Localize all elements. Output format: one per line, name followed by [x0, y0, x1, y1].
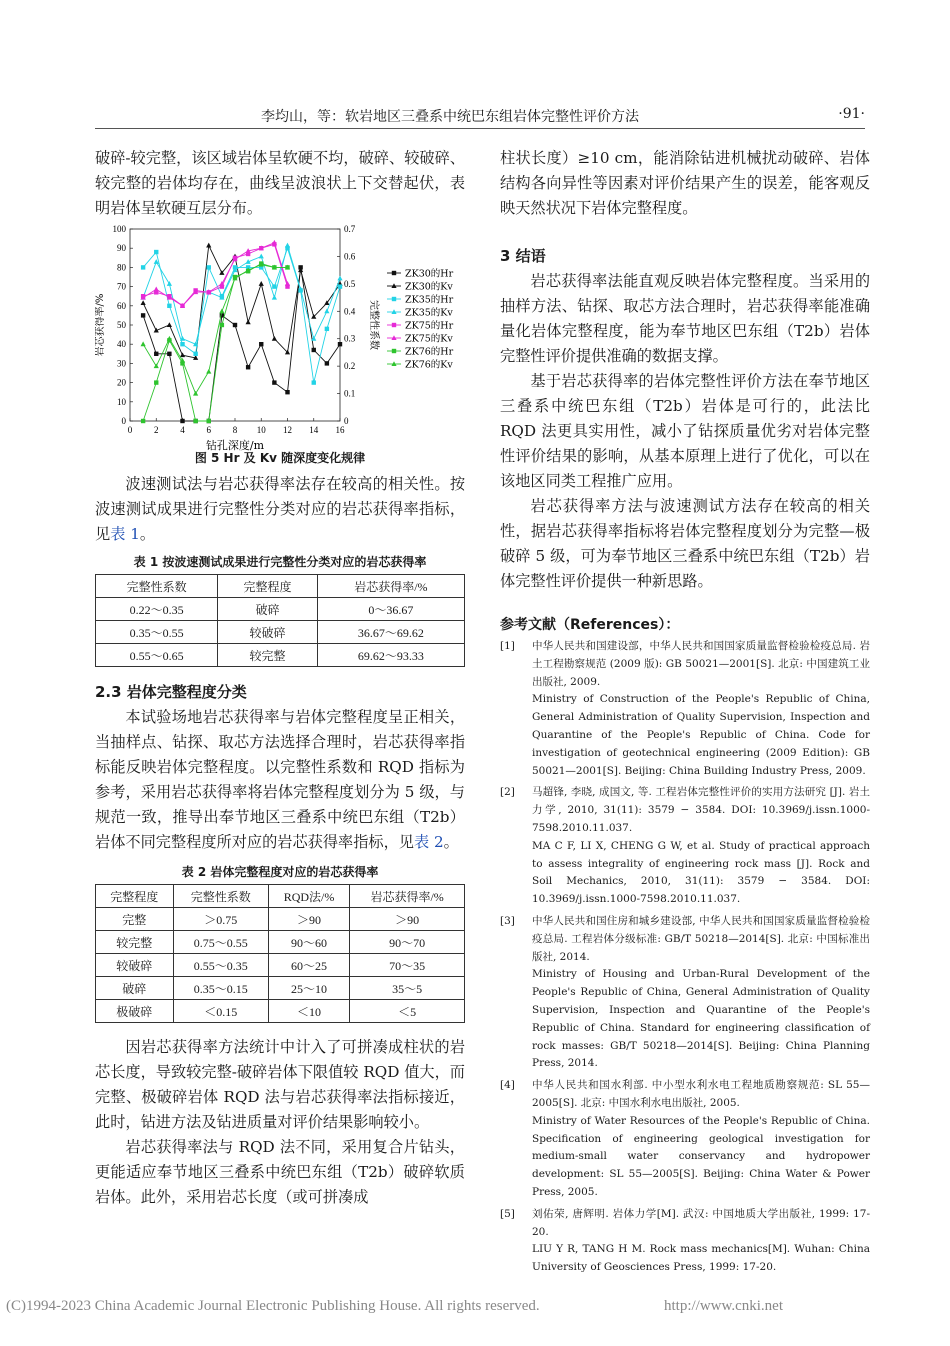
reference-number: [2]: [500, 786, 515, 799]
paragraph: 因岩芯获得率方法统计中计入了可拼凑成柱状的岩芯长度，导致较完整-破碎岩体下限值较 RQD 值大，而完整、极破碎岩体 RQD 法与岩芯获得率法指标接近，此时，钻进方法及钻进质量对评价结果影响较小。: [95, 1038, 465, 1131]
column-header: 完整程度: [218, 575, 318, 598]
legend-label: ZK30的Hr: [405, 268, 454, 280]
reference-english: LIU Y R, TANG H M. Rock mass mechanics[M]. Wuhan: China University of Geosciences Press, 1999: 17-20.: [532, 1243, 870, 1274]
reference-item: [500, 1206, 870, 1277]
page-number: ·91·: [838, 106, 865, 122]
legend-label: ZK75的Hr: [405, 320, 454, 332]
legend-marker: [392, 323, 396, 327]
y-right-tick-label: 0.1: [344, 388, 356, 399]
data-point: [246, 365, 250, 369]
data-point: [337, 276, 342, 281]
table-cell: ＜10: [268, 1000, 350, 1023]
data-point: [180, 419, 184, 423]
data-point: [207, 265, 211, 269]
data-point: [154, 352, 158, 356]
paragraph-text: 波速测试法与岩芯获得率法存在较高的相关性。按波速测试成果进行完整性分类对应的岩芯获得率指标，见: [95, 475, 465, 543]
table-cell: 0.55～0.65: [96, 644, 218, 667]
y-right-tick-label: 0: [344, 416, 349, 426]
data-point: [180, 352, 185, 357]
section-heading: 3 结语: [500, 247, 546, 265]
table-cell: 破碎: [218, 598, 318, 621]
table-cell: 0～36.67: [317, 598, 464, 621]
table-row: [96, 644, 465, 667]
section-heading: 2.3 岩体完整程度分类: [95, 683, 247, 701]
table-cell: 90～70: [350, 931, 465, 954]
column-header: 岩芯获得率/%: [317, 575, 464, 598]
paragraph: [95, 705, 465, 855]
copyright-notice: (C)1994-2023 China Academic Journal Electronic Publishing House. All rights reserved.: [6, 1298, 540, 1314]
legend-marker: [392, 349, 396, 353]
reference-item: [500, 913, 870, 1073]
data-point: [338, 342, 342, 346]
data-point: [272, 380, 276, 384]
data-point: [272, 284, 276, 288]
data-point: [141, 341, 146, 346]
table-2: [95, 884, 465, 1023]
chart-svg: [95, 221, 465, 453]
x-tick-label: 12: [283, 425, 292, 435]
reference-chinese: 中华人民共和国建设部，中华人民共和国国家质量监督检验检疫总局. 岩土工程勘察规范 (2009 版): GB 50021—2001[S]. 北京: 中国建筑工业出版社, 2009.: [532, 640, 870, 688]
y-left-tick-label: 80: [117, 262, 126, 273]
table-cell: 破碎: [96, 977, 174, 1000]
paragraph: 岩芯获得率法能直观反映岩体完整程度。当采用的抽样方法、钻探、取芯方法合理时，岩芯获得率能准确量化岩体完整程度，能为奉节地区巴东组（T2b）岩体完整性评价提供准确的数据支撑。: [500, 272, 870, 365]
table-cell: 0.35～0.15: [173, 977, 268, 1000]
table-1: [95, 574, 465, 667]
y-left-tick-label: 70: [117, 281, 126, 292]
paragraph: 柱状长度）≥10 cm，能消除钻进机械扰动破碎、岩体结构各向异性等因素对评价结果产生的误差，能客观反映天然状况下岩体完整程度。: [500, 149, 870, 217]
paragraph-text: 。: [443, 833, 459, 851]
y-left-tick-label: 100: [112, 224, 126, 234]
figure-caption: 图 5 Hr 及 Kv 随深度变化规律: [194, 451, 366, 465]
data-point: [259, 281, 264, 286]
column-header: RQD法/%: [268, 885, 350, 908]
legend-label: ZK30的Kv: [405, 281, 453, 293]
data-point: [312, 348, 316, 352]
legend-marker: [392, 271, 396, 275]
paragraph: 岩芯获得率方法与波速测试方法存在较高的相关性，据岩芯获得率指标将岩体完整程度划分为完整—极破碎 5 级，可为奉节地区三叠系中统巴东组（T2b）岩体完整性评价提供一种新思路。: [500, 497, 870, 590]
header-title: 李均山，等：软岩地区三叠系中统巴东组岩体完整性评价方法: [261, 109, 639, 125]
y-right-tick-label: 0.5: [344, 278, 356, 289]
data-point: [312, 380, 316, 384]
data-point: [233, 323, 237, 327]
table-cell: ＜0.15: [173, 1000, 268, 1023]
table-2-link[interactable]: 表 2: [413, 833, 444, 851]
series-line: [143, 244, 287, 305]
data-point: [154, 287, 159, 292]
data-point: [167, 304, 171, 308]
table-row: [96, 621, 465, 644]
reference-english: Ministry of Water Resources of the People's Republic of China. Specification of engineering geological investigation for medium-small water conservancy and hydropower development: SL 55—2005[S]. Beijing: China Water & Power Press, 2005.: [532, 1114, 870, 1198]
y-left-tick-label: 10: [117, 396, 126, 407]
data-point: [141, 313, 145, 317]
data-point: [259, 342, 263, 346]
table-cell: 较破碎: [218, 621, 318, 644]
y-right-tick-label: 0.6: [344, 251, 356, 262]
reference-item: [500, 784, 870, 909]
data-point: [154, 363, 159, 368]
table-row: [96, 977, 465, 1000]
reference-item: [500, 638, 870, 780]
references-heading: 参考文献（References）：: [500, 617, 680, 633]
x-tick-label: 6: [206, 425, 211, 435]
reference-number: [3]: [500, 914, 515, 927]
table-cell: 0.35～0.55: [96, 621, 218, 644]
data-point: [220, 323, 224, 327]
x-tick-label: 16: [335, 425, 345, 435]
y-right-tick-label: 0.2: [344, 361, 356, 372]
y-left-axis-label: 岩芯获得率/%: [95, 293, 106, 357]
data-point: [154, 380, 158, 384]
table-1-link[interactable]: 表 1: [110, 525, 140, 543]
y-left-tick-label: 0: [121, 416, 126, 426]
data-point: [285, 243, 290, 248]
table-cell: ＞90: [350, 908, 465, 931]
data-point: [141, 265, 145, 269]
y-right-tick-label: 0.3: [344, 333, 356, 344]
running-header: [95, 104, 865, 129]
y-right-tick-label: 0.4: [344, 306, 356, 317]
data-point: [338, 284, 342, 288]
table-cell: 90～60: [268, 931, 350, 954]
reference-chinese: 马超锋, 李晓, 成国文, 等. 工程岩体完整性评价的实用方法研究 [J]. 岩土力学, 2010, 31(11): 3579 − 3584. DOI: 10.3969/j.issn.1000-7598.2010.11.037.: [532, 786, 870, 834]
table-cell: 0.75～0.55: [173, 931, 268, 954]
data-point: [167, 352, 171, 356]
data-point: [259, 254, 264, 259]
y-left-tick-label: 20: [117, 377, 126, 388]
left-column: [95, 146, 465, 1210]
column-header: 完整程度: [96, 885, 174, 908]
data-point: [180, 342, 184, 346]
y-left-tick-label: 30: [117, 358, 126, 369]
reference-number: [1]: [500, 640, 515, 652]
data-point: [141, 419, 145, 423]
table-cell: 0.22～0.35: [96, 598, 218, 621]
table-cell: 60～25: [268, 954, 350, 977]
table-row: [96, 908, 465, 931]
table-cell: 较破碎: [96, 954, 174, 977]
paragraph: 岩芯获得率法与 RQD 法不同，采用复合片钻头，更能适应奉节地区三叠系中统巴东组（T2b）破碎软质岩体。此外，采用岩芯长度（或可拼凑成: [95, 1138, 465, 1206]
data-point: [325, 361, 329, 365]
paragraph-text: 本试验场地岩芯获得率与岩体完整程度呈正相关，当抽样点、钻探、取芯方法选择合理时，岩芯获得率指标能反映岩体完整程度。以完整性系数和 RQD 指标为参考，采用岩芯获得率将岩体完整程度划分为 5 级，与规范一致，推导出奉节地区三叠系中统巴东组（T2b）岩体不同完整程度所对应的岩芯获得率指标，见: [95, 708, 465, 851]
column-header: 岩芯获得率/%: [350, 885, 465, 908]
data-point: [141, 300, 146, 305]
legend-label: ZK76的Kv: [405, 359, 453, 371]
legend-label: ZK35的Kv: [405, 307, 453, 319]
table-row: [96, 1000, 465, 1023]
data-point: [324, 308, 329, 313]
series-line: [143, 248, 340, 382]
data-point: [207, 419, 211, 423]
table-cell: ＞90: [268, 908, 350, 931]
table-cell: 69.62～93.33: [317, 644, 464, 667]
reference-number: [5]: [500, 1207, 515, 1220]
series-line: [143, 245, 340, 357]
table-cell: 较完整: [96, 931, 174, 954]
table-row: [96, 954, 465, 977]
x-tick-label: 4: [180, 425, 185, 435]
data-point: [272, 295, 277, 300]
data-point: [193, 419, 197, 423]
x-tick-label: 2: [154, 425, 159, 435]
legend-label: ZK76的Hr: [405, 346, 454, 358]
data-point: [285, 390, 289, 394]
data-point: [325, 327, 329, 331]
y-left-tick-label: 60: [117, 300, 126, 311]
data-point: [193, 352, 197, 356]
table-cell: 0.55～0.35: [173, 954, 268, 977]
y-right-tick-label: 0.7: [344, 224, 356, 234]
table-cell: 完整: [96, 908, 174, 931]
reference-chinese: 刘佑荣, 唐辉明. 岩体力学[M]. 武汉: 中国地质大学出版社, 1999: 17-20.: [532, 1207, 870, 1238]
table-row: [96, 931, 465, 954]
table-header-row: [96, 885, 465, 908]
table-cell: 25～10: [268, 977, 350, 1000]
data-point: [272, 336, 277, 341]
data-point: [246, 319, 251, 324]
reference-english: MA C F, LI X, CHENG G W, et al. Study of practical approach to assess integrality of engineering rock mass [J]. Rock and Soil Mechanics, 2010, 31(11): 3579 − 3584. DOI: 10.3969/j.issn.1000-7598.2010.11.037.: [532, 839, 870, 906]
paragraph-text: 。: [139, 525, 156, 543]
figure-5: [95, 221, 465, 453]
table-cell: 70～35: [350, 954, 465, 977]
x-tick-label: 10: [256, 425, 266, 435]
reference-list: [500, 638, 870, 1277]
reference-chinese: 中华人民共和国住房和城乡建设部, 中华人民共和国国家质量监督检验检疫总局. 工程岩体分级标准: GB/T 50218—2014[S]. 北京: 中国标准出版社, 2014.: [532, 914, 870, 963]
table-cell: 极破碎: [96, 1000, 174, 1023]
x-axis-label: 钻孔深度/m: [205, 439, 265, 452]
table-cell: 较完整: [218, 644, 318, 667]
legend-marker: [392, 297, 396, 301]
x-tick-label: 8: [232, 425, 238, 435]
table-2-caption: 表 2 岩体完整程度对应的岩芯获得率: [181, 865, 379, 879]
table-cell: 36.67～69.62: [317, 621, 464, 644]
x-tick-label: 0: [127, 425, 133, 435]
reference-item: [500, 1077, 870, 1202]
paragraph: 破碎-较完整，该区域岩体呈软硬不均，破碎、较破碎、较完整的岩体均存在，曲线呈波浪状上下交替起伏，表明岩体呈软硬互层分布。: [95, 149, 465, 217]
y-left-tick-label: 90: [117, 243, 126, 254]
y-left-tick-label: 40: [117, 339, 126, 350]
x-tick-label: 14: [309, 425, 319, 435]
data-point: [219, 308, 224, 313]
data-point: [167, 322, 172, 327]
paragraph: 基于岩芯获得率的岩体完整性评价方法在奉节地区三叠系中统巴东组（T2b）岩体是可行的，此法比 RQD 法更具实用性，减小了钻探质量优劣对岩体完整性评价结果的影响，从基本原理上进行了优化，可以在该地区同类工程推广应用。: [500, 372, 870, 490]
column-header: 完整性系数: [173, 885, 268, 908]
table-cell: ＜5: [350, 1000, 465, 1023]
reference-chinese: 中华人民共和国水利部. 中小型水利水电工程地质勘察规范: SL 55—2005[S]. 北京: 中国水利水电出版社, 2005.: [532, 1079, 870, 1109]
footer-url[interactable]: http://www.cnki.net: [664, 1298, 784, 1314]
table-1-caption: 表 1 按波速测试成果进行完整性分类对应的岩芯获得率: [133, 555, 427, 569]
table-cell: ＞0.75: [173, 908, 268, 931]
data-point: [154, 250, 158, 254]
reference-english: Ministry of Construction of the People's Republic of China, General Administration of Quality Supervision, Inspection and Quarantine of the People's Republic of China. Code for investigation of geotechnical engineering (2009 Edition): GB 50021—2001[S]. Beijing: China Building Industry Press, 2009.: [532, 693, 870, 777]
data-point: [206, 243, 211, 248]
table-row: [96, 598, 465, 621]
table-header-row: [96, 575, 465, 598]
data-point: [206, 369, 211, 374]
data-point: [167, 281, 172, 286]
data-point: [193, 391, 198, 396]
legend-label: ZK75的Kv: [405, 333, 453, 345]
reference-english: Ministry of Housing and Urban-Rural Development of the People's Republic of China, General Administration of Quality Supervision, Inspection and Quarantine of the People's Republic of China. Standard for engineering classification of rock masses: GB/T 50218—2014[S]. Beijing: China Planning Press, 2014.: [532, 968, 870, 1070]
y-right-axis-label: 完整性系数: [368, 300, 379, 350]
y-left-tick-label: 50: [117, 320, 126, 330]
paragraph: [95, 472, 465, 547]
table-cell: 35～5: [350, 977, 465, 1000]
reference-number: [4]: [500, 1079, 515, 1092]
legend-label: ZK35的Hr: [405, 294, 454, 306]
column-header: 完整性系数: [96, 575, 218, 598]
right-column: [500, 146, 870, 1281]
